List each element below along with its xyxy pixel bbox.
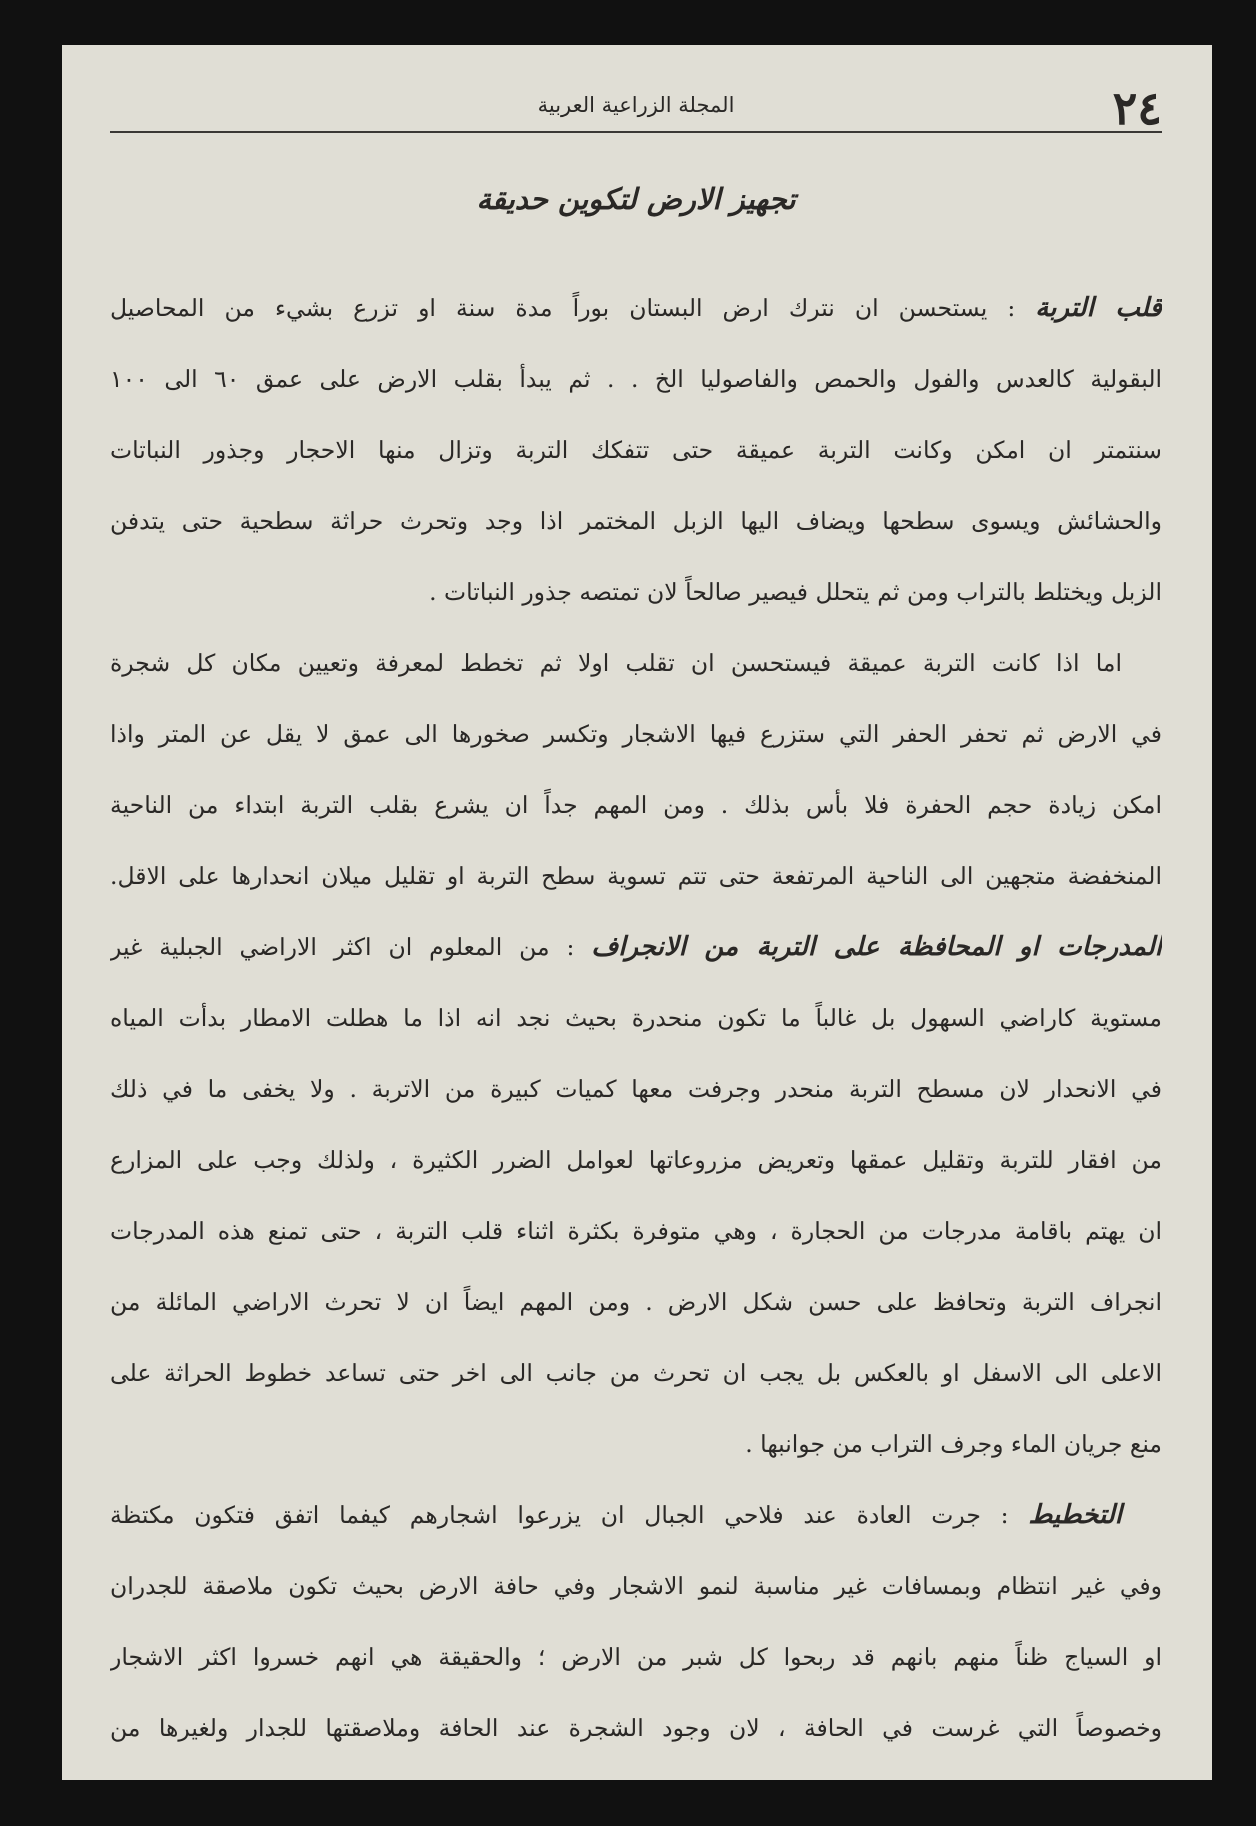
paragraph-line: التخطيط : جرت العادة عند فلاحي الجبال ان يزرعوا اشجارهم كيفما اتفق فتكون مكتظة xyxy=(110,1500,1123,1530)
page-number: ٢٤ xyxy=(1112,81,1162,135)
article-body xyxy=(110,273,1162,1764)
paragraph-line: الزبل ويختلط بالتراب ومن ثم يتحلل فيصير صالحاً لان تمتصه جذور النباتات . xyxy=(429,578,1162,606)
paragraph-line: وخصوصاً التي غرست في الحافة ، لان وجود الشجرة عند الحافة وملاصقتها للجدار ولغيرها من xyxy=(110,1714,1162,1742)
scanned-page xyxy=(62,45,1212,1780)
paragraph-line: وفي غير انتظام وبمسافات غير مناسبة لنمو الاشجار وفي حافة الارض بحيث تكون ملاصقة للجدران xyxy=(110,1572,1162,1600)
paragraph-line: منع جريان الماء وجرف التراب من جوانبها . xyxy=(745,1430,1162,1458)
paragraph-line: امكن زيادة حجم الحفرة فلا بأس بذلك . ومن المهم جداً ان يشرع بقلب التربة ابتداء من الناحية xyxy=(110,791,1162,819)
paragraph-line: المدرجات او المحافظة على التربة من الانجراف : من المعلوم ان اكثر الاراضي الجبلية غير xyxy=(110,932,1162,962)
paragraph-line: اما اذا كانت التربة عميقة فيستحسن ان تقلب اولا ثم تخطط لمعرفة وتعيين مكان كل شجرة xyxy=(110,649,1122,677)
header-rule xyxy=(110,131,1162,133)
paragraph-line: قلب التربة : يستحسن ان نترك ارض البستان بوراً مدة سنة او تزرع بشيء من المحاصيل xyxy=(110,293,1162,323)
section-heading: التخطيط xyxy=(1028,1500,1123,1530)
paragraph-line: انجراف التربة وتحافظ على حسن شكل الارض . ومن المهم ايضاً ان لا تحرث الاراضي المائلة من xyxy=(110,1288,1162,1316)
article-title: تجهيز الارض لتكوين حديقة xyxy=(476,182,796,216)
paragraph-line: والحشائش ويسوى سطحها ويضاف اليها الزبل المختمر اذا وجد وتحرث حراثة سطحية حتى يتدفن xyxy=(110,507,1162,535)
page-content xyxy=(110,45,1162,1780)
paragraph-line: الاعلى الى الاسفل او بالعكس بل يجب ان تحرث من جانب الى اخر حتى تساعد خطوط الحراثة على xyxy=(110,1359,1162,1387)
line-text: جرت العادة عند فلاحي الجبال ان يزرعوا اشجارهم كيفما اتفق فتكون مكتظة xyxy=(110,1501,981,1529)
paragraph-line: البقولية كالعدس والفول والحمص والفاصوليا الخ . . ثم يبدأ بقلب الارض على عمق ٦٠ الى ١٠٠ xyxy=(110,365,1162,393)
journal-title: المجلة الزراعية العربية xyxy=(537,93,735,117)
paragraph-line: في الانحدار لان مسطح التربة منحدر وجرفت معها كميات كبيرة من الاتربة . ولا يخفى ما في ذلك xyxy=(110,1075,1162,1103)
section-heading: قلب التربة xyxy=(1035,293,1162,323)
paragraph-line: المنخفضة متجهين الى الناحية المرتفعة حتى تتم تسوية سطح التربة او تقليل ميلان انحدارها على الاقل. xyxy=(110,862,1162,890)
paragraph-line: سنتمتر ان امكن وكانت التربة عميقة حتى تتفكك التربة وتزال منها الاحجار وجذور النباتات xyxy=(110,436,1162,464)
paragraph-line: او السياج ظناً منهم بانهم قد ربحوا كل شبر من الارض ؛ والحقيقة هي انهم خسروا اكثر الاشجار xyxy=(110,1643,1162,1671)
paragraph-line: ان يهتم باقامة مدرجات من الحجارة ، وهي متوفرة بكثرة اثناء قلب التربة ، حتى تمنع هذه المدرجات xyxy=(110,1217,1162,1245)
paragraph-line: مستوية كاراضي السهول بل غالباً ما تكون منحدرة بحيث نجد انه اذا ما هطلت الامطار بدأت المياه xyxy=(110,1004,1162,1032)
line-text: يستحسن ان نترك ارض البستان بوراً مدة سنة او تزرع بشيء من المحاصيل xyxy=(110,294,988,322)
paragraph-line: في الارض ثم تحفر الحفر التي ستزرع فيها الاشجار وتكسر صخورها الى عمق لا يقل عن المتر واذا xyxy=(110,720,1162,748)
line-text: من المعلوم ان اكثر الاراضي الجبلية غير xyxy=(110,933,550,961)
section-heading: المدرجات او المحافظة على التربة من الانجراف xyxy=(591,932,1162,962)
paragraph-line: من افقار للتربة وتقليل عمقها وتعريض مزروعاتها لعوامل الضرر الكثيرة ، ولذلك وجب على المزارع xyxy=(110,1146,1162,1174)
